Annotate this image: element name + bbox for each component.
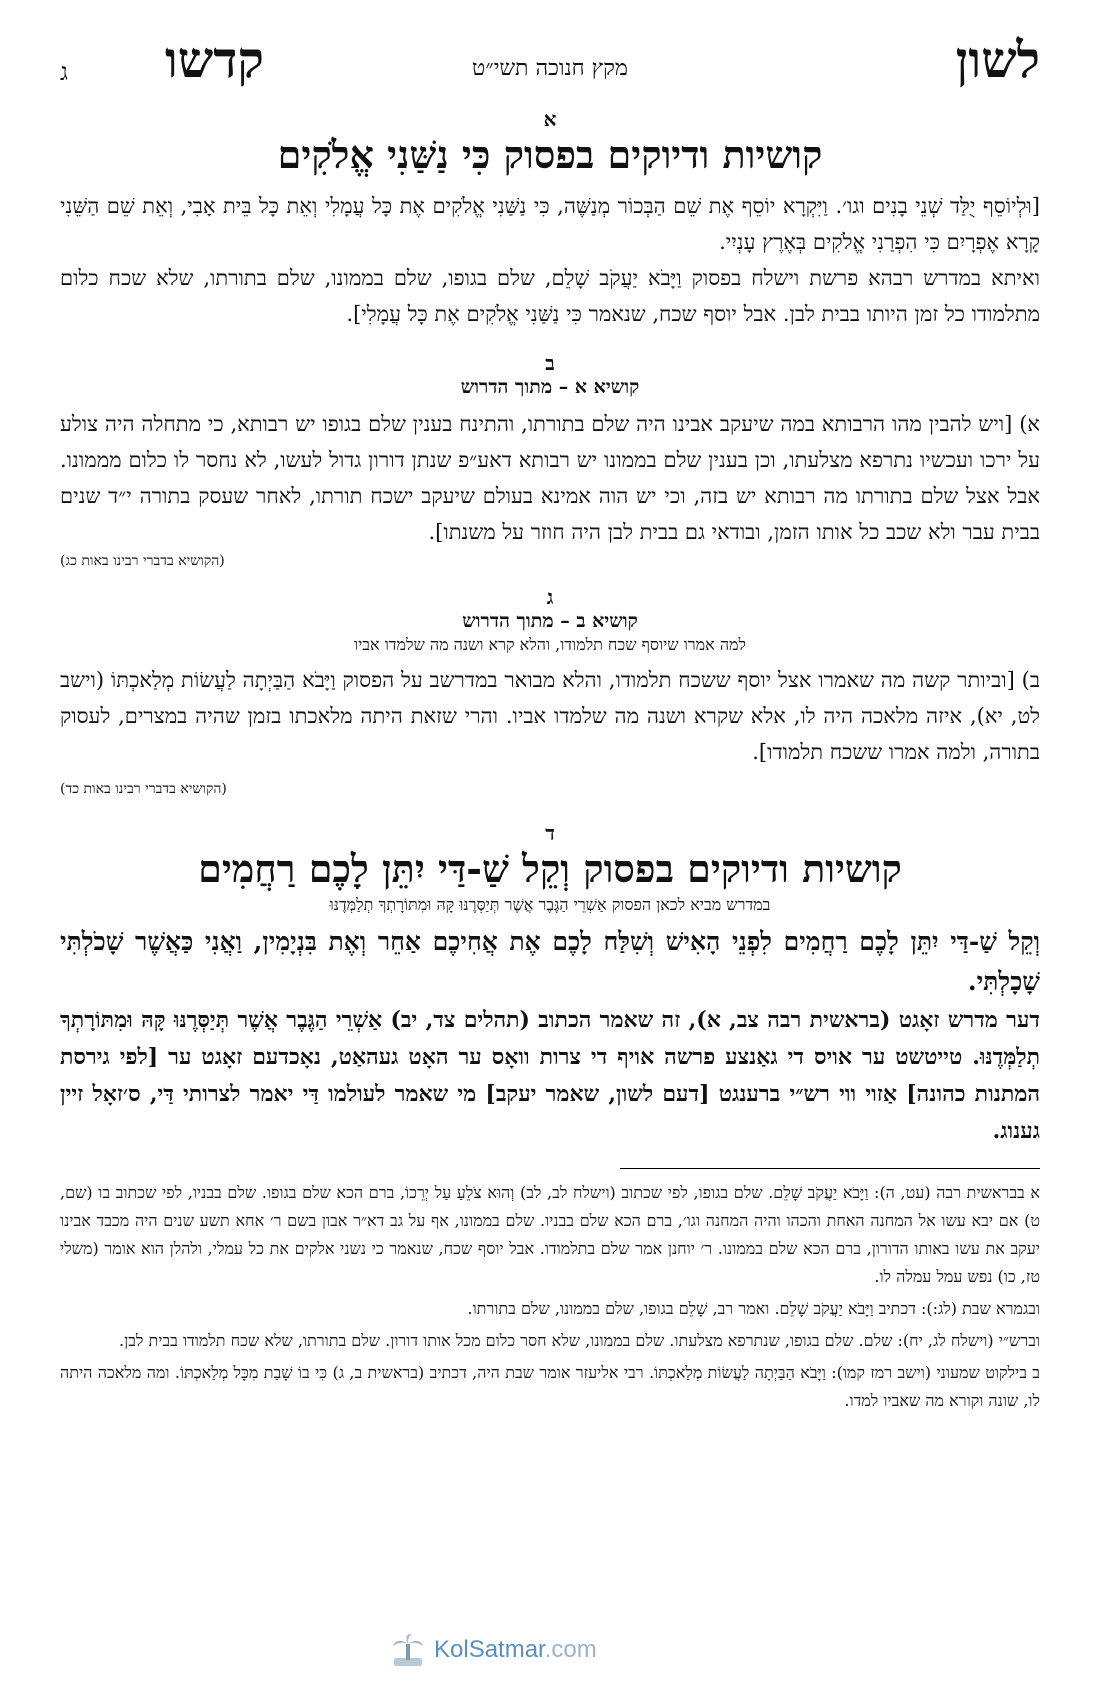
section-title-d: קושיות ודיוקים בפסוק וְקֵל שַׁ-דַּי יִתֵּן לָכֶם רַחֲמִים <box>198 846 902 891</box>
paragraph-verse: [וּלְיוֹסֵף יֻלַּד שְׁנֵי בָנִים וגו׳. וַיִּקְרָא יוֹסֵף אֶת שֵׁם הַבְּכוֹר מְנַשֶּׁה, כִּי נַשַּׁנִי אֱלֹקִים אֶת כָּל עֲמָלִי וְאֵת כָּל בֵּית אָבִי, וְאֵת שֵׁם הַשֵּׁנִי קָרָא אֶפְרָיִם כִּי הִפְרַנִי אֱלֹקִים בְּאֶרֶץ עָנְיִי. <box>60 194 1040 254</box>
section-heading-g: קושיא ב – מתוך הדרוש <box>462 610 638 632</box>
header-date: מקץ חנוכה תשי״ט <box>472 56 628 81</box>
paragraph-question-2: ב) [וביותר קשה מה שאמרו אצל יוסף ששכח תלמודו, והלא מבואר במדרשב על הפסוק וַיָּבֹא הַבַּיְתָה לַעֲשׂוֹת מְלַאכְתּוֹ (וישב לט, יא), איזה מלאכה היה לו, אלא שקרא ושנה מה שלמדו אביו. והרי שזאת היתה מלאכתו בזמן שהיה במצרים, לעסוק בתורה, ולמה אמרו ששכח תלמודו]. <box>60 668 1040 764</box>
document-page <box>60 30 1040 1670</box>
footnote-divider <box>620 1168 1040 1169</box>
section-title-a: קושיות ודיוקים בפסוק כִּי נַשַּׁנִי אֱלֹקִים <box>277 132 823 177</box>
paragraph-question-1: א) [ויש להבין מהו הרבותא במה שיעקב אבינו היה שלם בתורתו, והתינח בענין שלם בגופו יש רבותא, כי מתחלה היה צולע על ירכו ועכשיו נתרפא מצלעתו, וכן בענין שלם בממונו יש רבותא דאע״פ שנתן דורון גדול לעשו, לא נחסר לו כלום מממונו. אבל אצל שלם בתורתו מה רבותא יש בזה, וכי יש הוה אמינא בעולם שיעקב ישכח תורתו, לאחר שעסק בתורה י״ד שנים בבית עבר ולא שכב כל אותו הזמן, ובודאי גם בבית לבן היה חוזר על משנתו]. <box>60 412 1040 544</box>
logo-text: KolSatmar.com <box>434 1636 597 1663</box>
section-marker-d: ד <box>545 821 555 845</box>
footnote-a-2: ובגמרא שבת (לג:): דכתיב וַיָּבֹא יַעֲקֹב שָׁלֵם. ואמר רב, שָׁלֵם בגופו, שלם בממונו, שלם בתורתו. <box>467 1299 1040 1318</box>
header-title-right: לשון <box>955 30 1040 89</box>
section-marker-b: ב <box>545 351 555 375</box>
paragraph-midrash: ואיתא במדרש רבהא פרשת וישלח בפסוק וַיָּבֹא יַעֲקֹב שָׁלֵם, שלם בגופו, שלם בממונו, שלם בתורתו, שלא שכח כלום מתלמודו כל זמן היותו בבית לבן. אבל יוסף שכח, שנאמר כִּי נַשַּׁנִי אֱלֹקִים אֶת כָּל עֲמָלִי]. <box>60 266 1040 326</box>
footnote-b-1: ב בילקוט שמעוני (וישב רמז קמו): וַיָּבֹא הַבַּיְתָה לַעֲשׂוֹת מְלַאכְתּוֹ. רבי אליעזר אומר שבת היה, דכתיב (בראשית ב, ג) כִּי בוֹ שָׁבַת מִכָּל מְלַאכְתּוֹ. ומה מלאכה היתה לו, שונה וקורא מה שאביו למדו. <box>60 1363 1040 1410</box>
section-marker-g: ג <box>546 585 554 609</box>
content <box>60 108 1040 1419</box>
kolsatmar-logo[interactable] <box>390 1630 597 1670</box>
paragraph-verse-d: וְקֵל שַׁ-דַּי יִתֵּן לָכֶם רַחֲמִים לִפְנֵי הָאִישׁ וְשִׁלַּח לָכֶם אֶת אֲחִיכֶם אַחֵר וְאֶת בִּנְיָמִין, וַאֲנִי כַּאֲשֶׁר שָׁכֹלְתִּי שָׁכָלְתִּי. <box>60 927 1040 996</box>
section-subheading-d: במדרש מביא לכאן הפסוק אַשְׁרֵי הַגֶּבֶר אֲשֶׁר תְּיַסְּרֶנּוּ קָּהּ וּמִתּוֹרָתְךָ תְלַמְּדֶנּוּ <box>329 895 771 914</box>
footnote-a-3: וברש״י (וישלח לג, יח): שלם. שלם בגופו, שנתרפא מצלעתו. שלם בממונו, שלא חסר כלום מכל אותו דורון. שלם בתורתו, שלא שכח תלמודו בבית לבן. <box>119 1331 1040 1350</box>
page-header <box>60 30 1040 105</box>
page-number: ג <box>60 58 68 86</box>
footnote-a-1: א בבראשית רבה (עט, ה): וַיָּבֹא יַעֲקֹב שָׁלֵם. שלם בגופו, לפי שכתוב (וישלח לב, לב) וְהוּא צֹלֵעַ עַל יְרֵכוֹ, ברם הכא שלם בגופו. שלם בבניו, לפי שכתוב בו (שם, ט) אם יבא עשו אל המחנה האחת והכהו והיה המחנה וגו׳, ברם הכא שלם בבניו. שלם בממונו, אף על גב דא״ר אבון בשם ר׳ אחא תשע שנים היה מכבד אבינו יעקב את עשו באותו הדורון, ברם הכא שלם בממונו. ר׳ יוחנן אמר שלם בתלמודו. אבל יוסף שכח, שנאמר כי נשני אלקים את כל עמלי, ולהלן הוא אומר (משלי טז, כו) נפש עמל עמלה לו. <box>60 1183 1041 1286</box>
header-title-left: קדשו <box>165 30 264 89</box>
section-heading-b: קושיא א – מתוך הדרוש <box>460 376 640 398</box>
reference-b: (הקושיא בדברי רבינו באות כג) <box>60 553 225 569</box>
reference-g: (הקושיא בדברי רבינו באות כד) <box>60 781 227 797</box>
section-marker-a: א <box>543 107 557 131</box>
paragraph-midrash-d: דער מדרש זאָגט (בראשית רבה צב, א), זה שאמר הכתוב (תהלים צד, יב) אַשְׁרֵי הַגֶּבֶר אֲשֶׁר תְּיַסְּרֶנּוּ קָּהּ וּמִתּוֹרָתְךָ תְלַמְּדֶנּוּ. טייטשט ער אויס די גאַנצע פרשה אויף די צרות וואָס ער האָט געהאַט, נאָכדעם זאָגט ער [לפי גירסת המתנות כהונה] אַזוי ווי רש״י ברענגט [דעם לשון, שאמר יעקב] מי שאמר לעולמו דַּי יאמר לצרותי דַּי, ס׳זאָל זיין גענוג. <box>60 1007 1040 1144</box>
section-subheading-g: למה אמרו שיוסף שכח תלמודו, והלא קרא ושנה מה שלמדו אביו <box>354 635 746 654</box>
palm-tree-icon <box>390 1632 426 1668</box>
